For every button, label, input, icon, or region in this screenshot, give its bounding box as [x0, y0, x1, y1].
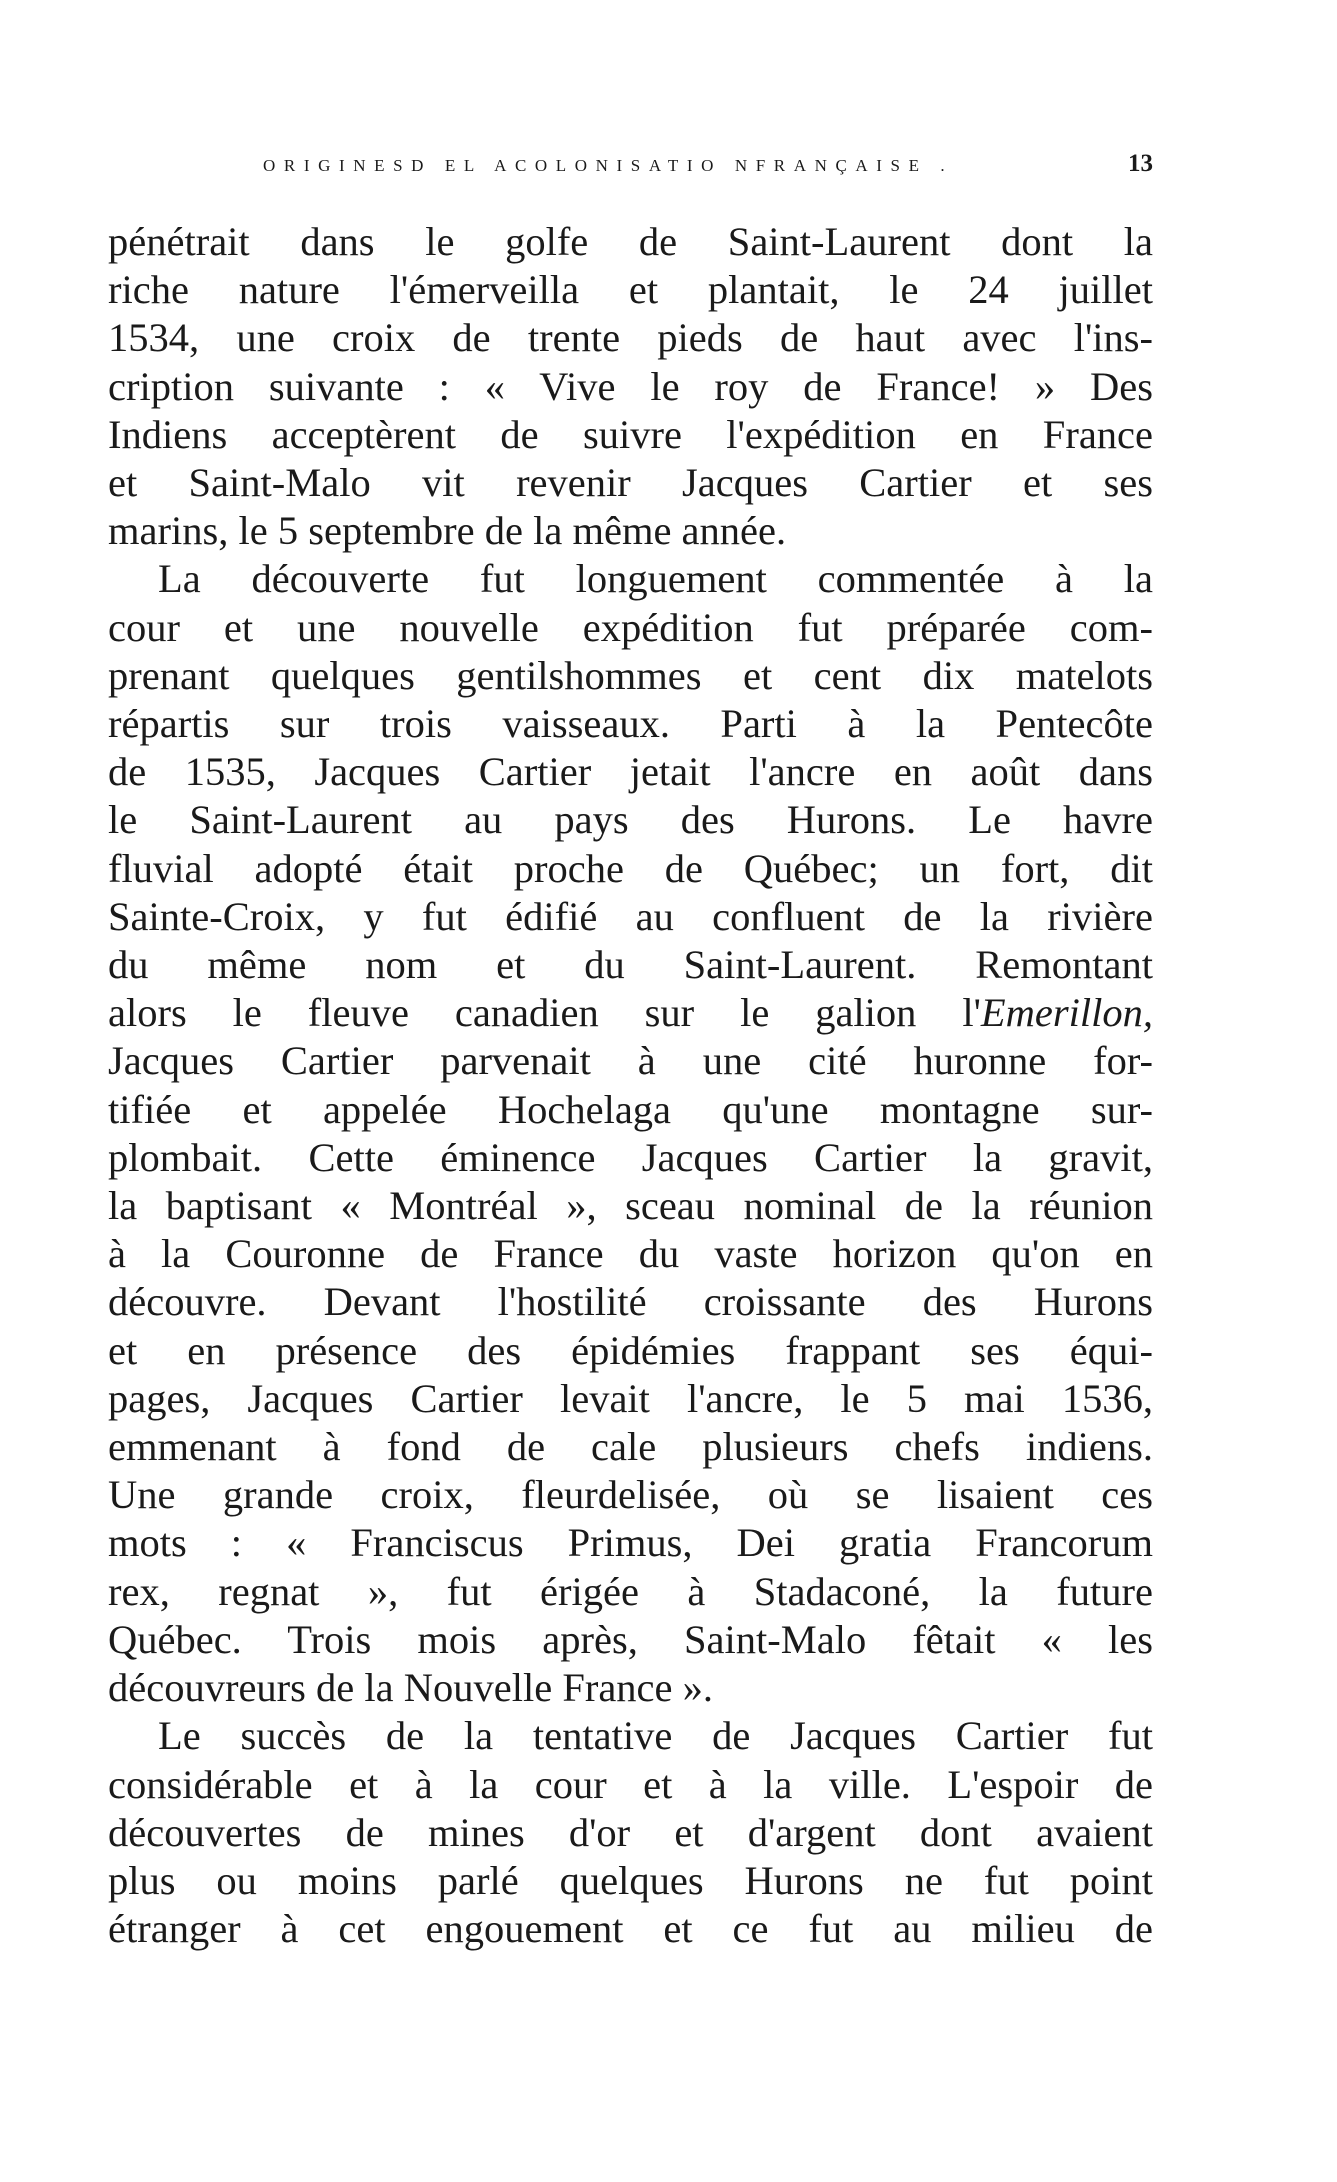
text-line: prenant quelques gentilshommes et cent dix matelots: [108, 652, 1153, 698]
body-text: [108, 218, 1153, 1953]
text-line: cription suivante : « Vive le roy de France! » Des: [108, 363, 1153, 409]
text-line: riche nature l'émerveilla et plantait, le 24 juillet: [108, 267, 1153, 313]
text-line: de 1535, Jacques Cartier jetait l'ancre en août dans: [108, 749, 1153, 795]
text-line: Le succès de la tentative de Jacques Cartier fut: [158, 1713, 1153, 1759]
running-title: ORIGINESD EL ACOLONISATIO NFRANÇAISE .: [263, 156, 954, 175]
paragraph-2: [108, 555, 1153, 1712]
text-line: le Saint-Laurent au pays des Hurons. Le havre: [108, 797, 1153, 843]
text-line: Indiens acceptèrent de suivre l'expédition en France: [108, 411, 1153, 457]
text-line: tifiée et appelée Hochelaga qu'une montagne sur-: [108, 1086, 1153, 1132]
text-line: du même nom et du Saint-Laurent. Remontant: [108, 942, 1153, 988]
text-line: Québec. Trois mois après, Saint-Malo fêtait « les: [108, 1616, 1153, 1662]
text-line: et en présence des épidémies frappant ses équi-: [108, 1327, 1153, 1373]
text-line: emmenant à fond de cale plusieurs chefs indiens.: [108, 1424, 1153, 1470]
text-line: fluvial adopté était proche de Québec; un fort, dit: [108, 845, 1153, 891]
text-line: plus ou moins parlé quelques Hurons ne fut point: [108, 1857, 1153, 1903]
text-line: à la Couronne de France du vaste horizon qu'on en: [108, 1231, 1153, 1277]
text-line: la baptisant « Montréal », sceau nominal de la réunion: [108, 1183, 1153, 1229]
text-line: pénétrait dans le golfe de Saint-Laurent dont la: [108, 219, 1153, 264]
text-line: répartis sur trois vaisseaux. Parti à la Pentecôte: [108, 701, 1153, 747]
text-line: Jacques Cartier parvenait à une cité huronne for-: [108, 1038, 1153, 1084]
text-line: Une grande croix, fleurdelisée, où se lisaient ces: [108, 1472, 1153, 1518]
ship-name: Emerillon,: [980, 990, 1153, 1036]
text-line: plombait. Cette éminence Jacques Cartier la gravit,: [108, 1134, 1153, 1180]
text-line: La découverte fut longuement commentée à la: [158, 556, 1153, 602]
text-line-with-italic: [108, 989, 1153, 1037]
running-head: [108, 150, 1153, 186]
paragraph-1: [108, 218, 1153, 555]
text-line: découvertes de mines d'or et d'argent dont avaient: [108, 1809, 1153, 1855]
text-line: et Saint-Malo vit revenir Jacques Cartier et ses: [108, 460, 1153, 506]
text-line: découvre. Devant l'hostilité croissante des Hurons: [108, 1279, 1153, 1325]
text-line: cour et une nouvelle expédition fut préparée com-: [108, 604, 1153, 650]
text-line: étranger à cet engouement et ce fut au milieu de: [108, 1906, 1153, 1952]
text-line: mots : « Franciscus Primus, Dei gratia Francorum: [108, 1520, 1153, 1566]
text-line: pages, Jacques Cartier levait l'ancre, le 5 mai 1536,: [108, 1375, 1153, 1421]
text-segment: alors le fleuve canadien sur le galion l': [108, 990, 981, 1036]
text-line: Sainte-Croix, y fut édifié au confluent de la rivière: [108, 893, 1153, 939]
text-line: 1534, une croix de trente pieds de haut avec l'ins-: [108, 315, 1153, 361]
paragraph-3: [108, 1712, 1153, 1953]
text-line: découvreurs de la Nouvelle France ».: [108, 1665, 714, 1711]
text-line: marins, le 5 septembre de la même année.: [108, 508, 787, 554]
text-line: rex, regnat », fut érigée à Stadaconé, la future: [108, 1568, 1153, 1614]
text-line: considérable et à la cour et à la ville. L'espoir de: [108, 1761, 1153, 1807]
page-number: 13: [1128, 150, 1153, 177]
